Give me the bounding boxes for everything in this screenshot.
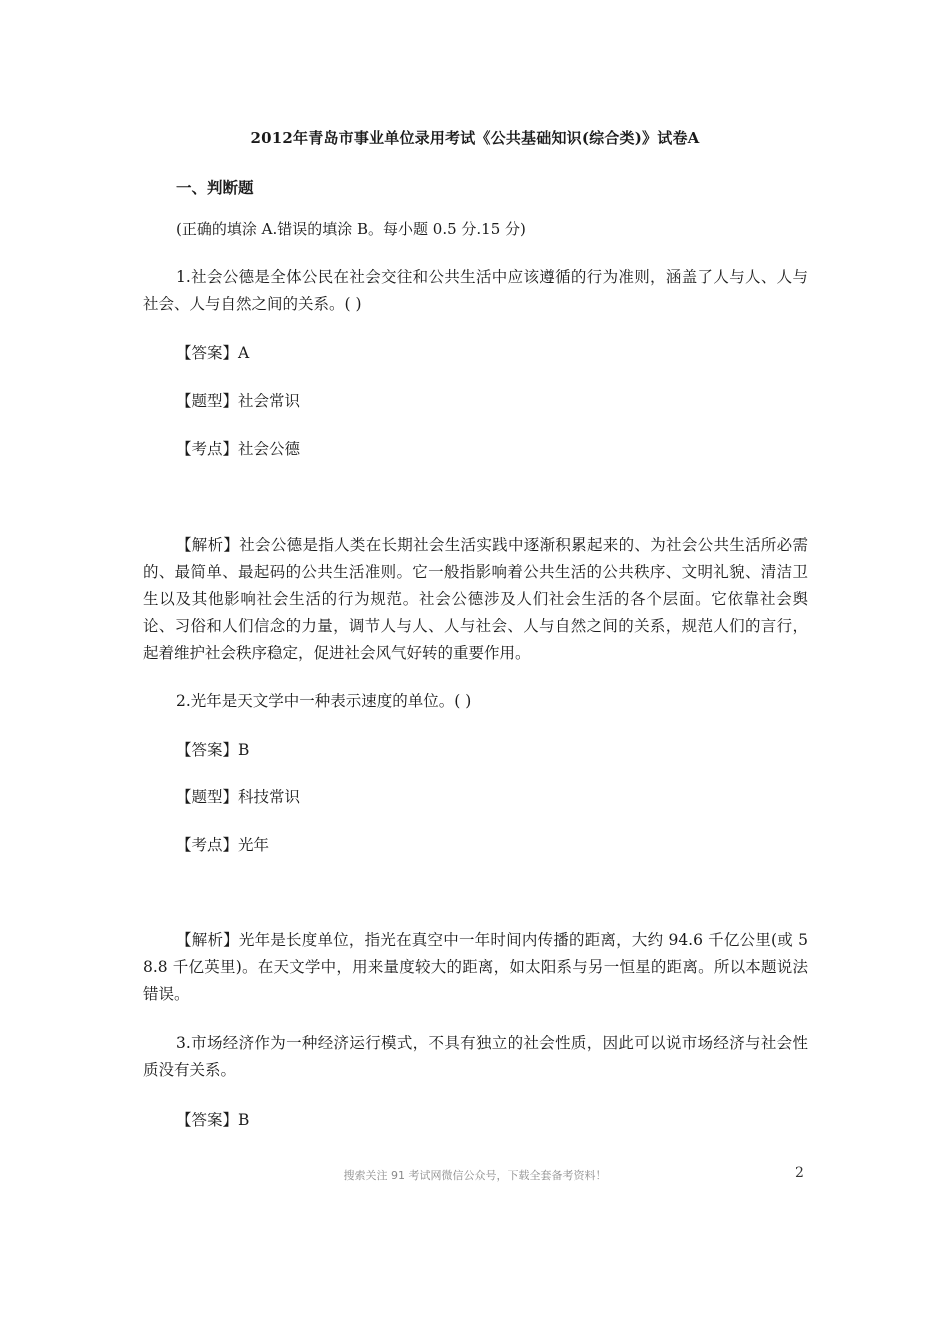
q1-answer: 【答案】A — [176, 344, 250, 362]
q2-type: 【题型】科技常识 — [176, 788, 301, 806]
q2-answer: 【答案】B — [176, 741, 250, 759]
instructions-text: (正确的填涂 A.错误的填涂 B。每小题 0.5 分.15 分) — [176, 220, 526, 238]
q3-answer: 【答案】B — [176, 1111, 250, 1129]
question-1: 1.社会公德是全体公民在社会交往和公共生活中应该遵循的行为准则，涵盖了人与人、人与社会、人与自然之间的关系。( ) — [143, 268, 808, 313]
page-footer: 搜索关注 91 考试网微信公众号，下载全套备考资料！ — [343, 1169, 607, 1182]
q1-point: 【考点】社会公德 — [176, 440, 301, 458]
section-heading: 一、判断题 — [176, 178, 254, 197]
document-title: 2012年青岛市事业单位录用考试《公共基础知识(综合类)》试卷A — [250, 129, 700, 147]
q1-type: 【题型】社会常识 — [176, 392, 301, 410]
q2-analysis: 【解析】光年是长度单位，指光在真空中一年时间内传播的距离，大约 94.6 千亿公里(或 58.8 千亿英里)。在天文学中，用来量度较大的距离，如太阳系与另一恒星的距离。所以本题说法错误。 — [143, 931, 808, 1003]
page-number: 2 — [795, 1165, 804, 1181]
question-3: 3.市场经济作为一种经济运行模式，不具有独立的社会性质，因此可以说市场经济与社会性质没有关系。 — [143, 1034, 808, 1079]
q1-analysis: 【解析】社会公德是指人类在长期社会生活实践中逐渐积累起来的、为社会公共生活所必需的、最简单、最起码的公共生活准则。它一般指影响着公共生活的公共秩序、文明礼貌、清洁卫生以及其他影响社会生活的行为规范。社会公德涉及人们社会生活的各个层面。它依靠社会舆论、习俗和人们信念的力量，调节人与人、人与社会、人与自然之间的关系，规范人们的言行，起着维护社会秩序稳定，促进社会风气好转的重要作用。 — [143, 536, 808, 662]
question-2: 2.光年是天文学中一种表示速度的单位。( ) — [176, 692, 472, 710]
q2-point: 【考点】光年 — [176, 836, 270, 854]
